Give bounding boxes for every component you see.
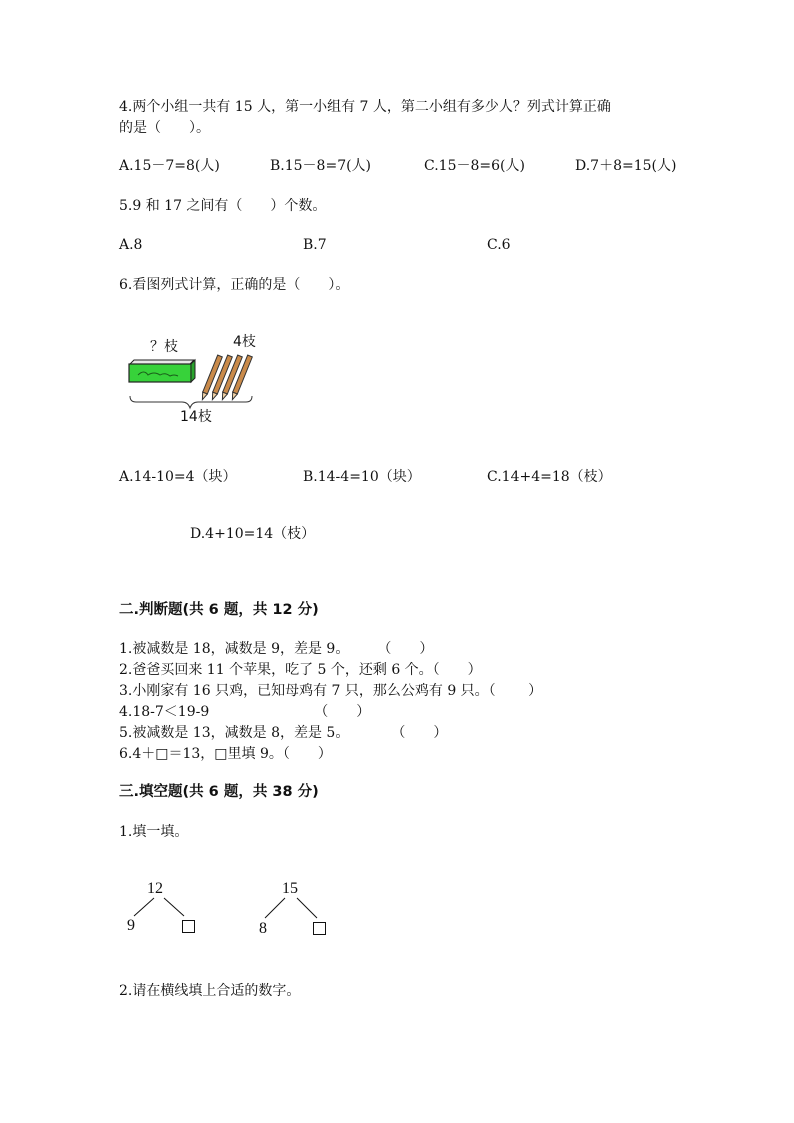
pencils-icon (200, 355, 252, 400)
section2-item-1: 1.被减数是 18，减数是 9，差是 9。 （ ） (119, 641, 434, 657)
q6-option-d: D.4+10=14（枝） (190, 526, 316, 542)
q5-text: 5.9 和 17 之间有（ ）个数。 (119, 198, 327, 214)
section2-item-4: 4.18-7＜19-9 （ ） (119, 704, 371, 720)
tree-1-left: 9 (127, 917, 135, 934)
q4-text-line2: 的是（ ）。 (119, 120, 210, 136)
q4-option-a: A.15－7=8(人) (119, 158, 220, 174)
tree-2-top: 15 (282, 880, 298, 897)
section2-item-2: 2.爸爸买回来 11 个苹果，吃了 5 个，还剩 6 个。（ ） (119, 662, 482, 678)
pencil-box-icon (129, 360, 195, 382)
tree-2-left: 8 (259, 920, 267, 937)
section3-title: 三.填空题(共 6 题，共 38 分) (119, 784, 319, 800)
section3-q1-text: 1.填一填。 (119, 824, 189, 840)
q6-figure-left-label: ？枝 (150, 339, 178, 355)
q5-option-b: B.7 (303, 237, 327, 253)
tree-1-top: 12 (147, 880, 163, 897)
q6-option-a: A.14-10=4（块） (119, 469, 237, 485)
q6-figure-total-label: 14枝 (180, 409, 212, 425)
q5-option-a: A.8 (119, 237, 143, 253)
q5-option-c: C.6 (487, 237, 511, 253)
section2-item-3: 3.小刚家有 16 只鸡，已知母鸡有 7 只，那么公鸡有 9 只。（ ） (119, 683, 543, 699)
q4-text-line1: 4.两个小组一共有 15 人，第一小组有 7 人，第二小组有多少人？列式计算正确 (119, 99, 611, 115)
q4-option-b: B.15－8=7(人) (270, 158, 372, 174)
section2-title: 二.判断题(共 6 题，共 12 分) (119, 602, 319, 618)
section3-q2-text: 2.请在横线填上合适的数字。 (119, 983, 301, 999)
section2-item-5: 5.被减数是 13，减数是 8，差是 5。 （ ） (119, 725, 448, 741)
q6-option-c: C.14+4=18（枝） (487, 469, 612, 485)
section2-item-6: 6.4＋□＝13，□里填 9。（ ） (119, 746, 332, 762)
number-tree-2 (255, 878, 345, 938)
q6-text: 6.看图列式计算，正确的是（ ）。 (119, 277, 350, 293)
q4-option-d: D.7＋8=15(人) (575, 158, 677, 174)
tree-1-answer-box[interactable] (182, 920, 195, 933)
q4-option-c: C.15－8=6(人) (424, 158, 525, 174)
q6-option-b: B.14-4=10（块） (303, 469, 421, 485)
tree-2-answer-box[interactable] (313, 922, 326, 935)
q6-figure-right-label: 4枝 (233, 334, 256, 350)
